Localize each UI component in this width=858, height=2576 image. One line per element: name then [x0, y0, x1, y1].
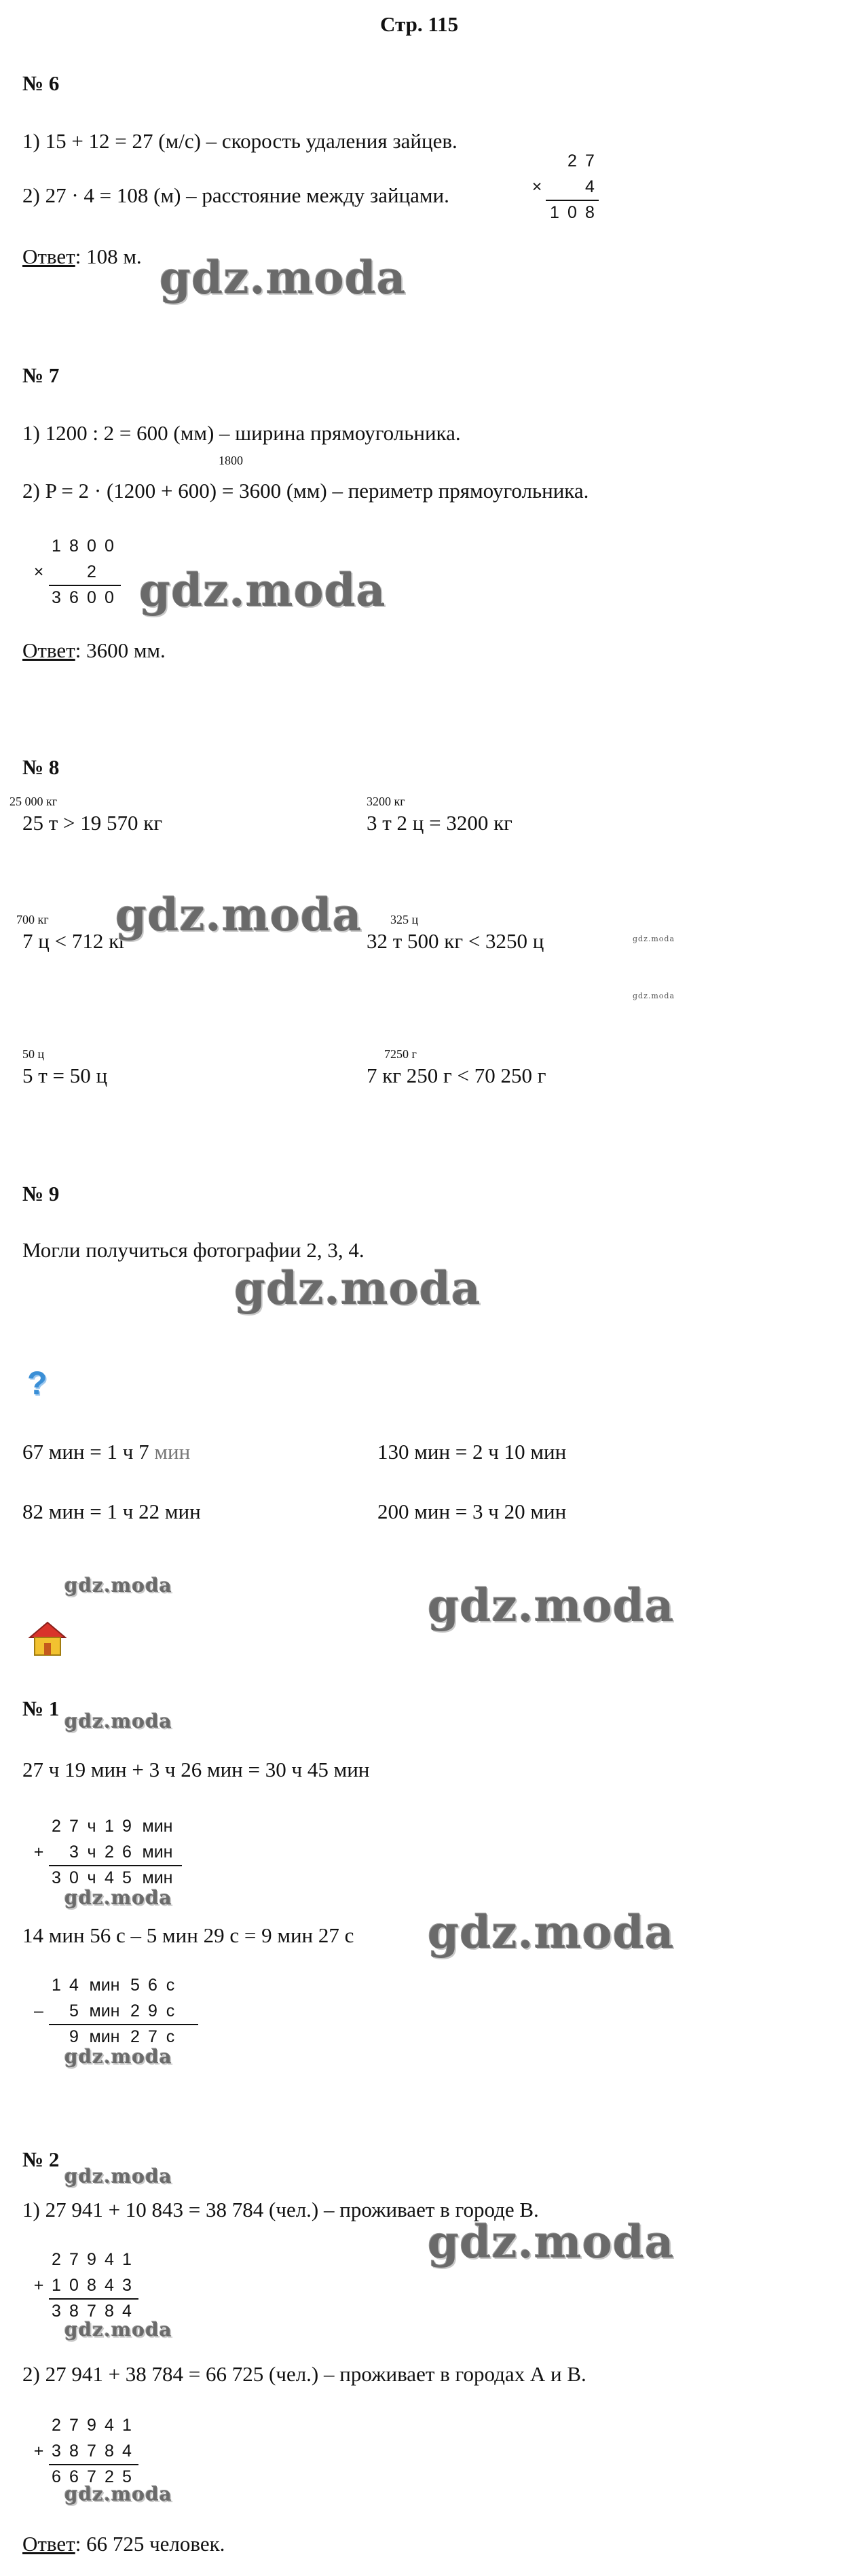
question-item: 130 мин = 2 ч 10 мин [377, 1440, 567, 1464]
house-icon [29, 1620, 67, 1656]
hw2-line2: 2) 27 941 + 38 784 = 66 725 (чел.) – проживает в городах А и В. [22, 2362, 586, 2386]
watermark: gdz.moda [139, 564, 386, 617]
ex9-heading: № 9 [22, 1182, 60, 1205]
ex7-calc: 1 8 0 0 × 2 3 6 0 0 [33, 536, 114, 607]
answer-label: Ответ [22, 638, 75, 662]
hw2-calc2: 2 7 9 4 1 + 3 8 7 8 4 6 6 7 2 5 [33, 2415, 132, 2486]
watermark: gdz.moda [64, 2483, 172, 2505]
ex8-note: 7250 г [384, 1047, 417, 1061]
watermark: gdz.moda [234, 1262, 481, 1315]
ex8-note: 325 ц [390, 913, 419, 926]
hw2-heading: № 2 [22, 2147, 60, 2171]
hw1-calc1: 2 7 ч 1 9 мин + 3 ч 2 6 мин 3 0 ч 4 5 мин [33, 1816, 173, 1887]
question-item: 67 мин = 1 ч 7 мин [22, 1440, 191, 1464]
ex7-line1: 1) 1200 : 2 = 600 (мм) – ширина прямоугольника. [22, 421, 461, 445]
hw1-calc2-line [49, 2024, 198, 2025]
ex7-note: 1800 [219, 454, 243, 467]
ex7-line2: 2) P = 2 · (1200 + 600) = 3600 (мм) – периметр прямоугольника. [22, 479, 589, 503]
watermark: gdz.moda [428, 1579, 675, 1632]
ex6-line1: 1) 15 + 12 = 27 (м/с) – скорость удаления зайцев. [22, 129, 458, 153]
watermark: gdz.moda [633, 992, 675, 1000]
ex8-item: 3 т 2 ц = 3200 кг [367, 811, 512, 835]
question-item: 200 мин = 3 ч 20 мин [377, 1500, 567, 1523]
ex6-calc: 2 7 × 4 1 0 8 [531, 151, 595, 222]
watermark: gdz.moda [64, 2319, 172, 2341]
page-title: Стр. 115 [380, 12, 459, 36]
ex6-heading: № 6 [22, 71, 60, 95]
watermark: gdz.moda [64, 2046, 172, 2068]
ex9-text: Могли получиться фотографии 2, 3, 4. [22, 1238, 365, 1262]
hw1-calc1-line [49, 1865, 182, 1866]
hw2-calc2-line [49, 2464, 138, 2465]
ex8-note: 25 000 кг [10, 795, 58, 808]
ex8-note: 3200 кг [367, 795, 405, 808]
answer-text: : 66 725 человек. [75, 2532, 225, 2556]
answer-label: Ответ [22, 244, 75, 268]
watermark: gdz.moda [428, 2215, 675, 2268]
watermark: gdz.moda [633, 935, 675, 943]
hw1-heading: № 1 [22, 1697, 60, 1720]
ex8-item: 25 т > 19 570 кг [22, 811, 163, 835]
ex8-item: 7 ц < 712 кг [22, 929, 128, 953]
watermark: gdz.moda [64, 2165, 172, 2188]
hw1-line2: 14 мин 56 с – 5 мин 29 с = 9 мин 27 с [22, 1923, 354, 1947]
question-item: 82 мин = 1 ч 22 мин [22, 1500, 201, 1523]
watermark: gdz.moda [64, 1574, 172, 1597]
answer-text: : 3600 мм. [75, 638, 166, 662]
question-icon: ? [27, 1366, 48, 1402]
hw2-calc1: 2 7 9 4 1 + 1 0 8 4 3 3 8 7 8 4 [33, 2249, 132, 2321]
hw2-answer [22, 2532, 225, 2556]
ex8-heading: № 8 [22, 755, 60, 779]
ex8-note: 700 кг [16, 913, 49, 926]
ex6-line2: 2) 27 · 4 = 108 (м) – расстояние между зайцами. [22, 183, 449, 207]
ex8-item: 7 кг 250 г < 70 250 г [367, 1064, 546, 1087]
ex8-item: 32 т 500 кг < 3250 ц [367, 929, 544, 953]
hw1-line1: 27 ч 19 мин + 3 ч 26 мин = 30 ч 45 мин [22, 1758, 370, 1781]
answer-text: : 108 м. [75, 244, 142, 268]
watermark: gdz.moda [64, 1887, 172, 1909]
hw1-calc2: 1 4 мин 5 6 с – 5 мин 2 9 с 9 мин 2 7 с [34, 1975, 175, 2046]
ex6-calc-line [546, 200, 599, 201]
hw2-calc1-line [49, 2298, 138, 2300]
watermark: gdz.moda [115, 888, 362, 941]
answer-label: Ответ [22, 2532, 75, 2556]
ex7-heading: № 7 [22, 363, 60, 387]
ex8-item: 5 т = 50 ц [22, 1064, 108, 1087]
ex7-calc-line [49, 585, 121, 586]
watermark: gdz.moda [428, 1906, 675, 1959]
ex7-answer [22, 638, 166, 663]
ex8-note: 50 ц [22, 1047, 45, 1061]
ex6-answer [22, 244, 142, 269]
watermark: gdz.moda [160, 251, 407, 304]
hw2-line1: 1) 27 941 + 10 843 = 38 784 (чел.) – проживает в городе В. [22, 2198, 539, 2221]
watermark: gdz.moda [64, 1710, 172, 1733]
